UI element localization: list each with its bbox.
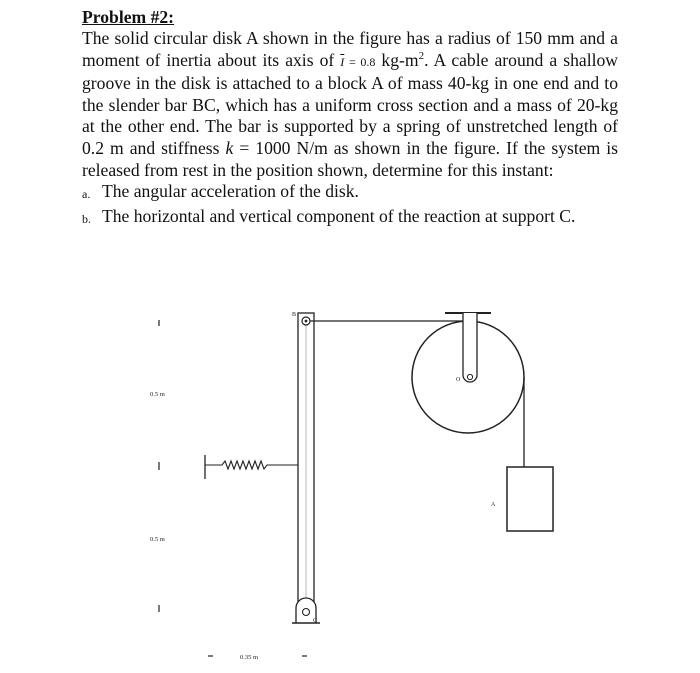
dim-label-upper: 0.5 m xyxy=(150,391,165,398)
inertia-symbol: $\overline{I}$ xyxy=(340,54,345,69)
label-A: A xyxy=(491,502,496,508)
dim-label-width: 0.35 m xyxy=(240,654,259,661)
statement-part-1: The solid circular disk A shown in the figure has a radius of 150 mm and a moment of inertia about its axis of xyxy=(82,28,618,70)
spring xyxy=(205,461,305,469)
inertia-exponent: 2 xyxy=(418,49,425,62)
problem-heading: Problem #2: xyxy=(82,7,175,27)
stiffness-symbol: k xyxy=(225,137,234,158)
pin-B-center xyxy=(305,320,308,323)
question-a-marker: a. xyxy=(82,187,91,202)
block-A xyxy=(507,467,553,531)
inertia-unit: kg-m xyxy=(375,49,419,70)
question-b-text: The horizontal and vertical component of the reaction at support C. xyxy=(102,205,576,226)
statement-part-2: . A cable around a shallow groove in the disk is attached to a block A of mass 40-kg in one end and to the slender bar BC, which has a uniform cross section and a mass of 20-kg at the other end. The bar is supported by a spring of unstretched length of 0.2 m and stiffness xyxy=(82,49,618,158)
statement-part-3: = 1000 N/m as shown in the figure. If the system is released from rest in the position shown, determine for this instant: xyxy=(82,137,618,180)
question-a-text: The angular acceleration of the disk. xyxy=(102,181,359,202)
dim-label-lower: 0.5 m xyxy=(150,536,165,543)
label-B: B xyxy=(292,312,297,318)
label-O: O xyxy=(456,377,461,383)
question-b-marker: b. xyxy=(82,211,91,226)
inertia-value: = 0.8 xyxy=(344,54,376,69)
label-C: C xyxy=(313,618,318,624)
